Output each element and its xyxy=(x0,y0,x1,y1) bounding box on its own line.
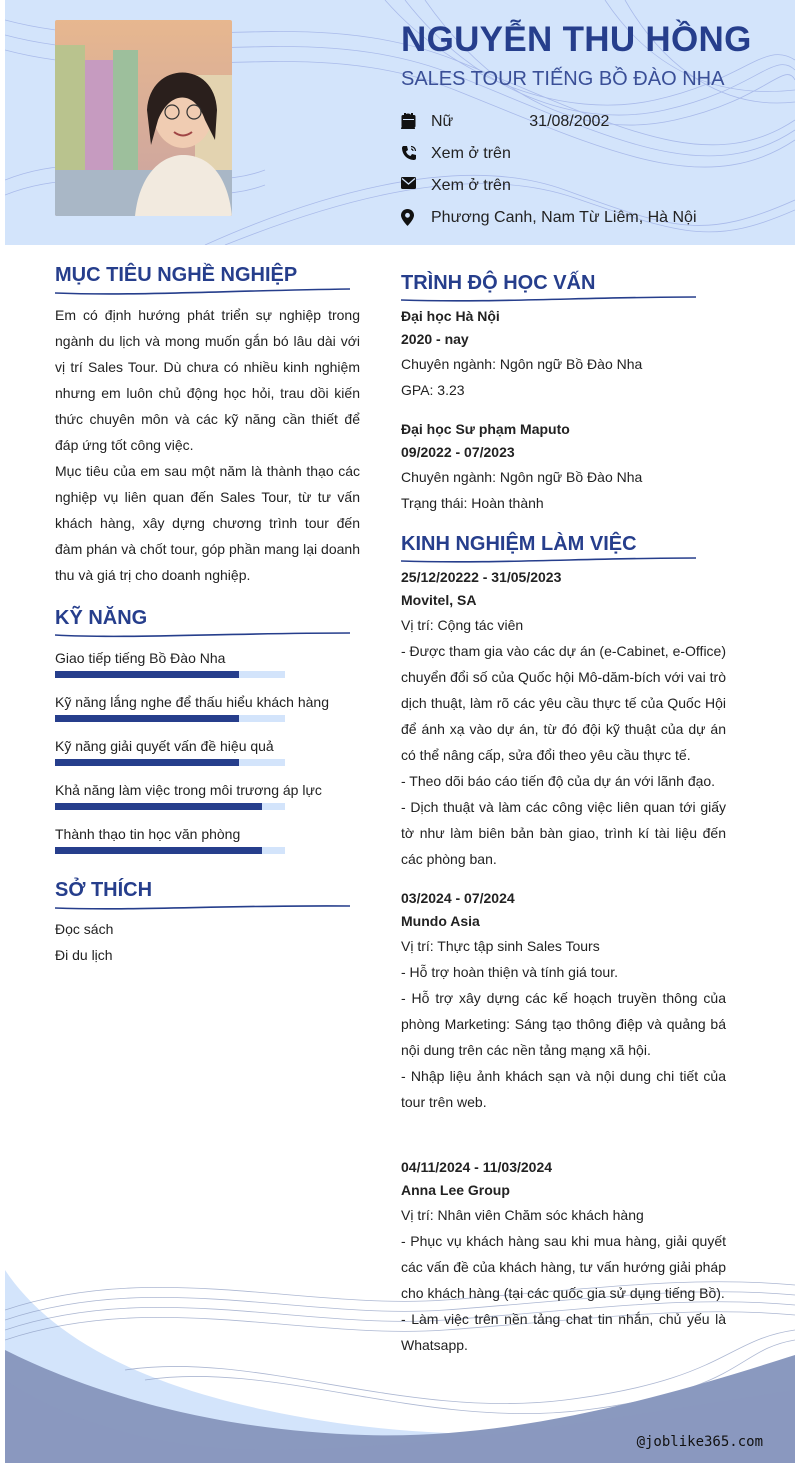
skill-bar-fill xyxy=(55,671,239,678)
phone-icon xyxy=(401,146,417,162)
skill-bar-fill xyxy=(55,715,239,722)
candidate-name: NGUYỄN THU HỒNG xyxy=(401,20,752,59)
skill-label: Kỹ năng giải quyết vấn đề hiệu quả xyxy=(55,738,274,754)
skill-bar xyxy=(55,759,285,766)
experience-underline xyxy=(401,555,696,565)
company-name: Anna Lee Group xyxy=(401,1182,510,1198)
major: Chuyên ngành: Ngôn ngữ Bồ Đào Nha xyxy=(401,469,643,485)
birthday-value: 31/08/2002 xyxy=(529,113,610,130)
skill-item xyxy=(55,692,330,722)
company-name: Mundo Asia xyxy=(401,913,480,929)
info-row-address xyxy=(401,209,697,227)
objective-heading: MỤC TIÊU NGHỀ NGHIỆP xyxy=(55,264,298,286)
task: - Hỗ trợ xây dựng các kế hoạch truyền thông của phòng Marketing: Sáng tạo thông điệp và quảng bá nội dung trên các nền tảng mạng xã hội. xyxy=(401,990,726,1058)
school-name: Đại học Sư phạm Maputo xyxy=(401,421,570,437)
company-name: Movitel, SA xyxy=(401,592,477,608)
position: Vị trí: Cộng tác viên xyxy=(401,617,524,633)
education-item xyxy=(401,418,726,516)
gender-value: Nữ xyxy=(431,113,454,130)
objective-paragraph-1: Em có định hướng phát triển sự nghiệp trong ngành du lịch và mong muốn gắn bó lâu dài với vị trí Sales Tour. Dù chưa có nhiều kinh nghiệm nhưng em luôn chủ động học hỏi, trau dồi kiến thức chuyên môn và các kỹ năng cần thiết để đáp ứng tốt công việc. xyxy=(55,307,360,453)
skill-label: Thành thạo tin học văn phòng xyxy=(55,826,241,842)
info-row-phone xyxy=(401,145,511,163)
header-background xyxy=(5,0,795,245)
major: Chuyên ngành: Ngôn ngữ Bồ Đào Nha xyxy=(401,356,643,372)
skill-bar-fill xyxy=(55,847,262,854)
skill-bar-fill xyxy=(55,803,262,810)
work-period: 25/12/20222 - 31/05/2023 xyxy=(401,569,562,585)
skill-bar xyxy=(55,715,285,722)
objective-paragraph-2: Mục tiêu của em sau một năm là thành thạo các nghiệp vụ liên quan đến Sales Tour, từ tư vấn khách hàng, xây dựng chương trình tour đến đàm phán và chốt tour, góp phần mang lại doanh thu và giá trị cho doanh nghiệp. xyxy=(55,463,360,583)
skill-bar xyxy=(55,847,285,854)
hobby-item: Đọc sách xyxy=(55,921,114,937)
task: - Làm việc trên nền tảng chat tin nhắn, chủ yếu là Whatsapp. xyxy=(401,1311,726,1353)
skill-bar xyxy=(55,803,285,810)
skill-item xyxy=(55,648,285,678)
calendar-icon xyxy=(499,114,515,130)
status: Trạng thái: Hoàn thành xyxy=(401,495,544,511)
skill-label: Giao tiếp tiếng Bồ Đào Nha xyxy=(55,650,226,666)
experience-item xyxy=(401,1156,726,1358)
task: - Dịch thuật và làm các công việc liên quan tới giấy tờ như làm biên bản bàn giao, trình kí tài liệu đến các phòng ban. xyxy=(401,799,726,867)
work-period: 03/2024 - 07/2024 xyxy=(401,890,515,906)
skills-underline xyxy=(55,630,350,640)
experience-heading: KINH NGHIỆM LÀM VIỆC xyxy=(401,533,637,555)
phone-value: Xem ở trên xyxy=(431,145,511,162)
skill-label: Khả năng làm việc trong môi trương áp lực xyxy=(55,782,322,798)
email-value: Xem ở trên xyxy=(431,177,511,194)
objective-underline xyxy=(55,287,350,297)
experience-item xyxy=(401,566,726,872)
skill-item xyxy=(55,780,322,810)
info-row-email xyxy=(401,177,511,195)
skill-bar xyxy=(55,671,285,678)
school-name: Đại học Hà Nội xyxy=(401,308,500,324)
education-heading: TRÌNH ĐỘ HỌC VẤN xyxy=(401,272,596,294)
position: Vị trí: Thực tập sinh Sales Tours xyxy=(401,938,600,954)
task: - Theo dõi báo cáo tiến độ của dự án với lãnh đạo. xyxy=(401,773,716,789)
education-underline xyxy=(401,294,696,304)
map-pin-icon xyxy=(401,210,417,226)
study-period: 2020 - nay xyxy=(401,331,469,347)
gpa: GPA: 3.23 xyxy=(401,382,465,398)
position: Vị trí: Nhân viên Chăm sóc khách hàng xyxy=(401,1207,644,1223)
watermark: @joblike365.com xyxy=(636,1434,763,1450)
hobbies-underline xyxy=(55,902,350,912)
work-period: 04/11/2024 - 11/03/2024 xyxy=(401,1159,553,1175)
info-row-gender-birthday xyxy=(401,113,609,131)
address-value: Phương Canh, Nam Từ Liêm, Hà Nội xyxy=(431,209,697,226)
task: - Hỗ trợ hoàn thiện và tính giá tour. xyxy=(401,964,618,980)
task: - Được tham gia vào các dự án (e-Cabinet, e-Office) chuyển đổi số của Quốc hội Mô-dăm-bích với vai trò dịch thuật, làm rõ các yêu cầu thực tế của Quốc Hội để ánh xạ vào dự án, từ đó đội kỹ thuật của dự án có thể nâng cấp, sửa đổi theo yêu cầu thực tế. xyxy=(401,643,726,763)
envelope-icon xyxy=(401,178,417,194)
skill-item xyxy=(55,736,285,766)
skills-heading: KỸ NĂNG xyxy=(55,607,148,629)
task: - Phục vụ khách hàng sau khi mua hàng, giải quyết các vấn đề của khách hàng, tư vấn hướng giải pháp cho khách hàng (tại các quốc gia sử dụng tiếng Bồ). xyxy=(401,1233,726,1301)
profile-photo xyxy=(55,20,232,216)
education-item xyxy=(401,305,726,403)
skill-label: Kỹ năng lắng nghe để thấu hiểu khách hàng xyxy=(55,694,330,710)
skill-item xyxy=(55,824,285,854)
study-period: 09/2022 - 07/2023 xyxy=(401,444,515,460)
hobby-item: Đi du lịch xyxy=(55,947,113,963)
job-title: SALES TOUR TIẾNG BỒ ĐÀO NHA xyxy=(401,68,725,90)
experience-item xyxy=(401,887,726,1115)
hobbies-heading: SỞ THÍCH xyxy=(55,879,153,901)
skill-bar-fill xyxy=(55,759,239,766)
task: - Nhập liệu ảnh khách sạn và nội dung chi tiết của tour trên web. xyxy=(401,1068,726,1110)
